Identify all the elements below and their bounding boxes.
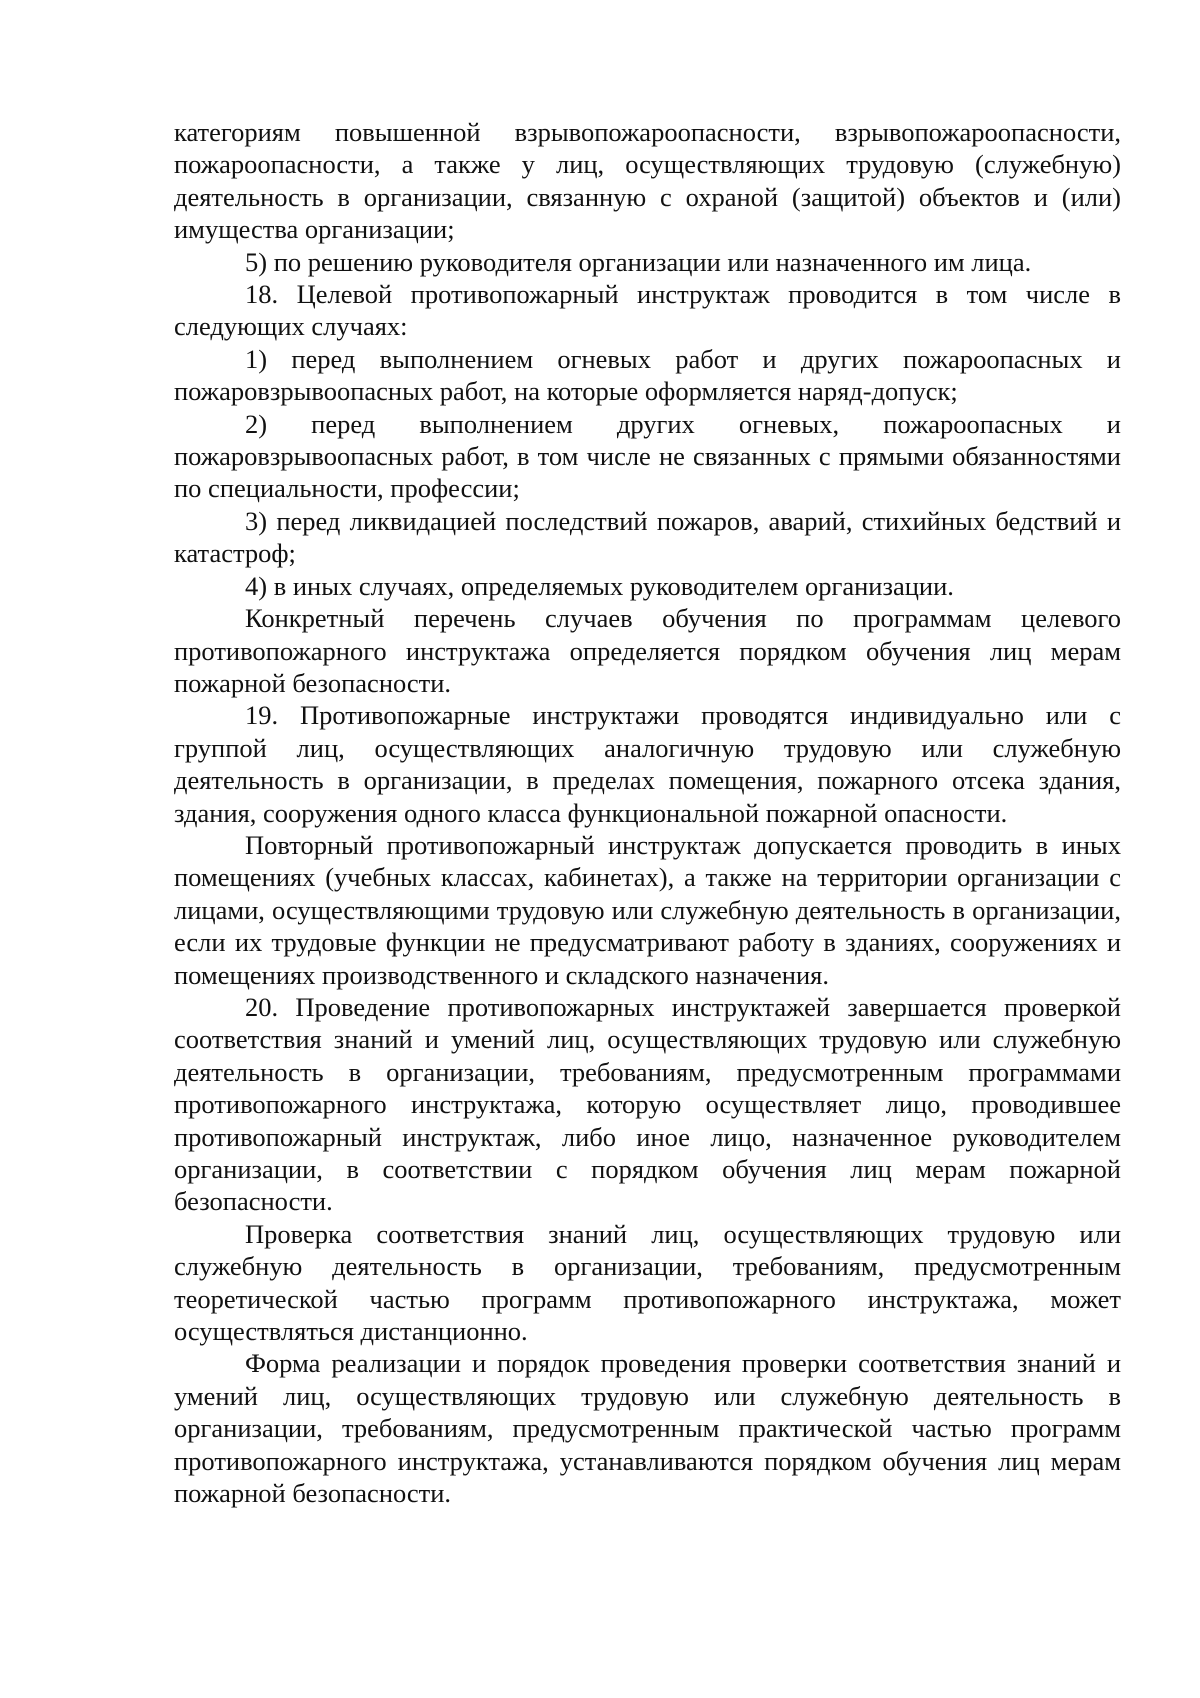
paragraph: 18. Целевой противопожарный инструктаж проводится в том числе в следующих случаях: bbox=[174, 279, 1121, 342]
paragraph: 4) в иных случаях, определяемых руководителем организации. bbox=[245, 570, 954, 601]
paragraph: Форма реализации и порядок проведения проверки соответствия знаний и умений лиц, осуществляющих трудовую или служебную деятельность в организации, требованиям, предусмотренным практической частью программ противопожарного инструктажа, устанавливаются порядком обучения лиц мерам пожарной безопасности. bbox=[174, 1348, 1121, 1509]
document-page bbox=[174, 116, 1121, 1509]
paragraph: Конкретный перечень случаев обучения по программам целевого противопожарного инструктажа определяется порядком обучения лиц мерам пожарной безопасности. bbox=[174, 603, 1121, 698]
paragraph: 20. Проведение противопожарных инструктажей завершается проверкой соответствия знаний и умений лиц, осуществляющих трудовую или служебную деятельность в организации, требованиям, предусмотренным программами противопожарного инструктажа, которую осуществляет лицо, проводившее противопожарный инструктаж, либо иное лицо, назначенное руководителем организации, в соответствии с порядком обучения лиц мерам пожарной безопасности. bbox=[174, 991, 1121, 1217]
paragraph: Повторный противопожарный инструктаж допускается проводить в иных помещениях (учебных классах, кабинетах), а также на территории организации с лицами, осуществляющими трудовую или служебную деятельность в организации, если их трудовые функции не предусматривают работу в зданиях, сооружениях и помещениях производственного и складского назначения. bbox=[174, 829, 1121, 990]
paragraph: 3) перед ликвидацией последствий пожаров, аварий, стихийных бедствий и катастроф; bbox=[174, 505, 1121, 569]
paragraph: 1) перед выполнением огневых работ и других пожароопасных и пожаровзрывоопасных работ, на которые оформляется наряд-допуск; bbox=[174, 343, 1121, 407]
paragraph: 19. Противопожарные инструктажи проводятся индивидуально или с группой лиц, осуществляющих аналогичную трудовую или служебную деятельность в организации, в пределах помещения, пожарного отсека здания, здания, сооружения одного класса функциональной пожарной опасности. bbox=[174, 700, 1121, 828]
paragraph: Проверка соответствия знаний лиц, осуществляющих трудовую или служебную деятельность в организации, требованиям, предусмотренным теоретической частью программ противопожарного инструктажа, может осуществляться дистанционно. bbox=[174, 1218, 1121, 1347]
paragraph: 5) по решению руководителя организации или назначенного им лица. bbox=[245, 246, 1032, 277]
paragraph: категориям повышенной взрывопожароопасности, взрывопожароопасности, пожароопасности, а также у лиц, осуществляющих трудовую (служебную) деятельность в организации, связанную с охраной (защитой) объектов и (или) имущества организации; bbox=[174, 117, 1121, 245]
paragraph: 2) перед выполнением других огневых, пожароопасных и пожаровзрывоопасных работ, в том числе не связанных с прямыми обязанностями по специальности, профессии; bbox=[174, 408, 1121, 504]
